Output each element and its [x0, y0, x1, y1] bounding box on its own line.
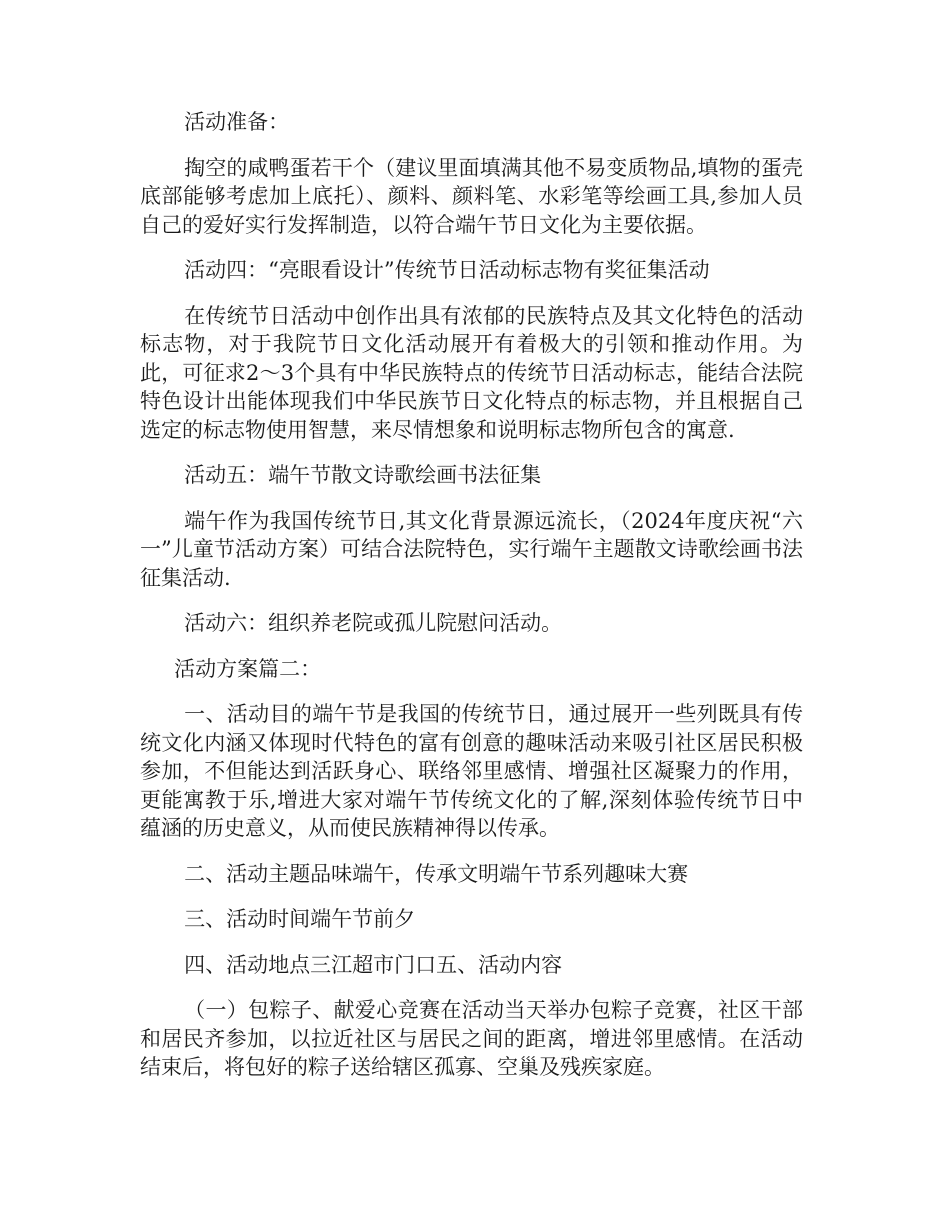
paragraph-activity-five-body: 端午作为我国传统节日,其文化背景源远流长，（2024年度庆祝“六一”儿童节活动方案）可结合法院特色，实行端午主题散文诗歌绘画书法征集活动.	[140, 508, 803, 590]
paragraph-activity-six: 活动六：组织养老院或孤儿院慰问活动。	[184, 611, 563, 635]
paragraph-purpose: 一、活动目的端午节是我国的传统节日，通过展开一些列既具有传统文化内涵又体现时代特色的富有创意的趣味活动来吸引社区居民积极参加，不但能达到活跃身心、联络邻里感情、增强社区凝聚力的作用，更能寓教于乐,增进大家对端午节传统文化的了解,深刻体验传统节日中蕴涵的历史意义，从而使民族精神得以传承。	[140, 702, 803, 840]
paragraph-time: 三、活动时间端午节前夕	[184, 907, 416, 931]
paragraph-zongzi-contest: （一）包粽子、献爱心竞赛在活动当天举办包粽子竞赛，社区干部和居民齐参加，以拉近社区与居民之间的距离，增进邻里感情。在活动结束后，将包好的粽子送给辖区孤寡、空巢及残疾家庭。	[140, 998, 803, 1079]
paragraph-plan-two-heading: 活动方案篇二：	[174, 656, 322, 681]
paragraph-theme: 二、活动主题品味端午，传承文明端午节系列趣味大赛	[184, 861, 689, 886]
document-body	[140, 108, 803, 1082]
paragraph-activity-five-heading: 活动五：端午节散文诗歌绘画书法征集	[184, 463, 542, 487]
paragraph-activity-four-body: 在传统节日活动中创作出具有浓郁的民族特点及其文化特色的活动标志物，对于我院节日文化活动展开有着极大的引领和推动作用。为此，可征求2～3个具有中华民族特点的传统节日活动标志，能结合法院特色设计出能体现我们中华民族节日文化特点的标志物，并且根据自己选定的标志物使用智慧，来尽情想象和说明标志物所包含的寓意.	[140, 303, 803, 442]
paragraph-materials: 掏空的咸鸭蛋若干个（建议里面填满其他不易变质物品,填物的蛋壳底部能够考虑加上底托）、颜料、颜料笔、水彩笔等绘画工具,参加人员自己的爱好实行发挥制造，以符合端午节日文化为主要依据。	[140, 155, 803, 237]
paragraph-activity-prep: 活动准备：	[184, 110, 290, 134]
paragraph-location: 四、活动地点三江超市门口五、活动内容	[184, 952, 563, 977]
paragraph-activity-four-heading: 活动四：“亮眼看设计”传统节日活动标志物有奖征集活动	[184, 258, 710, 282]
